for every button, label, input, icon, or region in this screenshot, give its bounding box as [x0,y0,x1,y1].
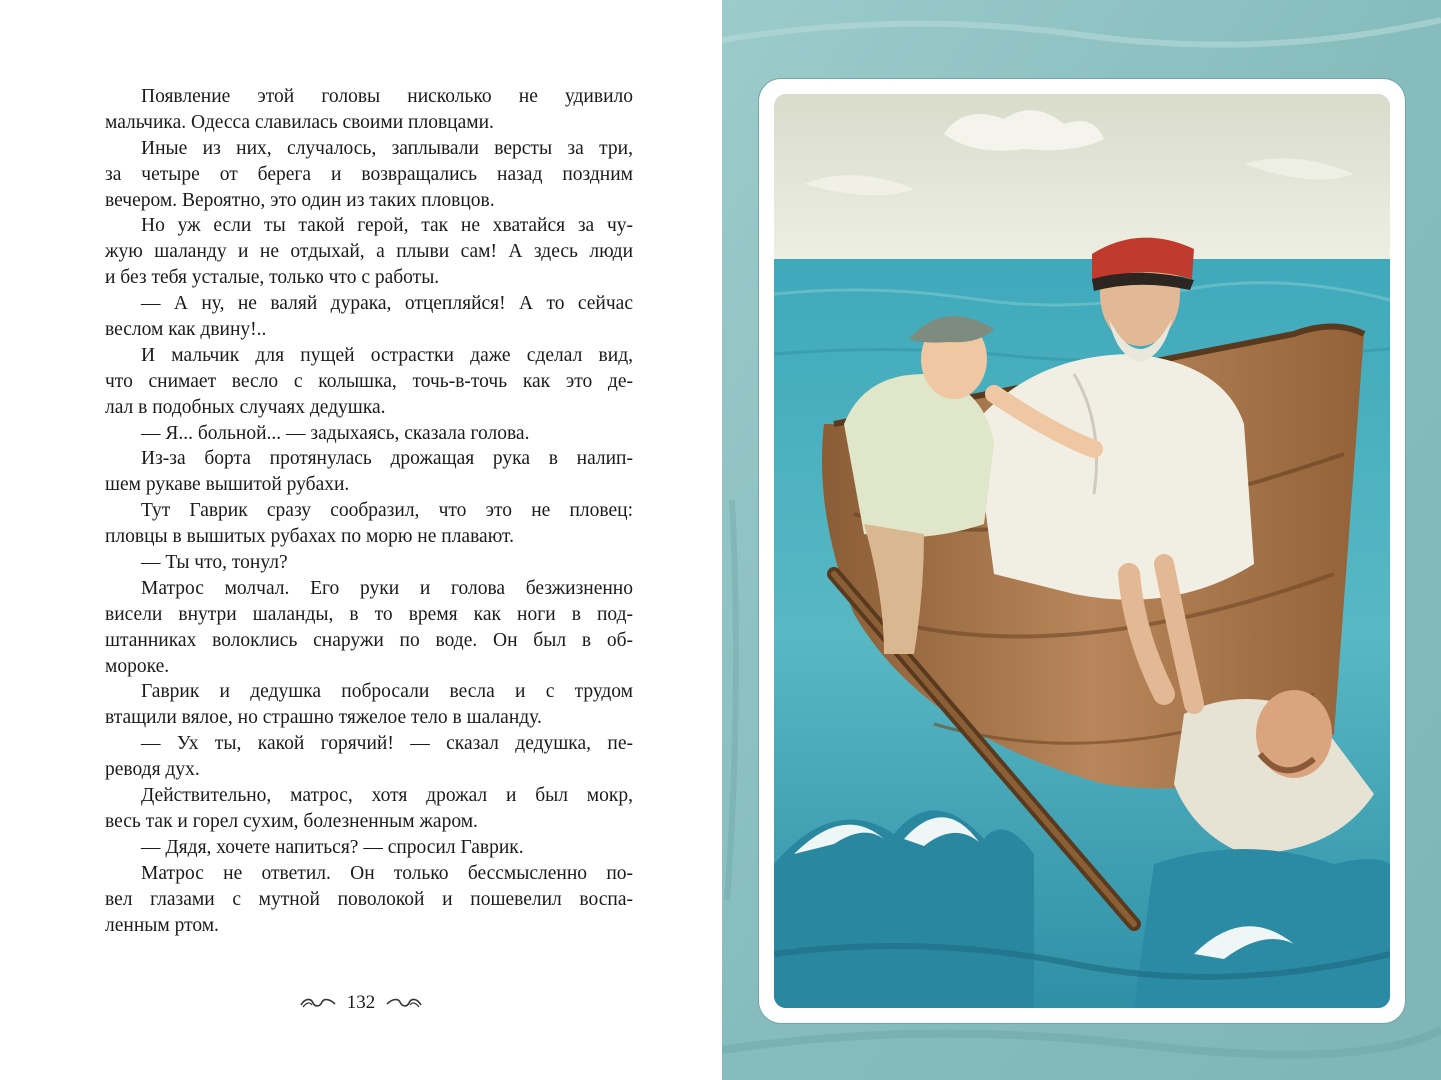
text-line: Гаврик и дедушка побросали весла и с трудом [141,681,633,703]
page-footer [0,992,722,1014]
text-line: за четыре от берега и возвращались назад поздним [105,163,633,185]
text-line: Иные из них, случалось, заплывали версты за три, [141,137,633,159]
text-line: — Дядя, хочете напиться? — спросил Гаврик. [141,836,524,858]
text-line: висели внутри шаланды, в то время как ноги в под- [105,603,633,625]
boat-rescue-illustration [774,94,1390,1008]
illustration-page [722,0,1441,1080]
text-line: весь так и горел сухим, болезненным жаром. [105,810,478,832]
text-line: что снимает весло с колышка, точь-в-точь как это де- [105,370,633,392]
text-line: Из-за борта протянулась дрожащая рука в налип- [141,448,633,470]
body-text [105,84,633,938]
text-line: Матрос молчал. Его руки и голова безжизненно [141,577,633,599]
text-line: реводя дух. [105,759,200,781]
text-line: ленным ртом. [105,914,219,936]
text-line: мороке. [105,655,170,677]
page-number: 132 [346,992,376,1013]
text-line: и без тебя усталые, только что с работы. [105,267,440,289]
illustration [774,94,1390,1008]
left-ornament-icon [299,996,337,1010]
text-line: веслом как двину!.. [105,319,267,341]
text-line: втащили вялое, но страшно тяжелое тело в шаланду. [105,707,542,729]
text-line: пловцы в вышитых рубахах по морю не плавают. [105,526,514,548]
text-line: Появление этой головы нисколько не удивило [141,86,633,107]
text-line: — Ты что, тонул? [141,552,288,574]
text-line: вел глазами с мутной поволокой и пошевелил воспа- [105,888,633,910]
text-line: жую шаланду и не отдыхай, а плыви сам! А здесь люди [105,241,633,263]
text-line: — Я... больной... — задыхаясь, сказала голова. [141,422,530,444]
text-line: Действительно, матрос, хотя дрожал и был мокр, [141,785,633,807]
text-line: — А ну, не валяй дурака, отцепляйся! А то сейчас [141,293,633,315]
text-line: И мальчик для пущей острастки даже сделал вид, [141,344,633,366]
text-line: Тут Гаврик сразу сообразил, что это не пловец: [141,500,633,522]
text-line: вечером. Вероятно, это один из таких пловцов. [105,189,495,211]
text-line: мальчика. Одесса славилась своими пловцами. [105,111,494,133]
text-line: Но уж если ты такой герой, так не хватайся за чу- [141,215,633,237]
illustration-frame [759,79,1405,1023]
text-line: шем рукаве вышитой рубахи. [105,474,350,496]
text-line: штанниках волоклись снаружи по воде. Он был в об- [105,629,633,651]
text-line: лал в подобных случаях дедушка. [105,396,386,418]
text-line: — Ух ты, какой горячий! — сказал дедушка, пе- [141,733,633,755]
text-line: Матрос не ответил. Он только бессмысленно по- [141,862,633,884]
right-ornament-icon [385,996,423,1010]
